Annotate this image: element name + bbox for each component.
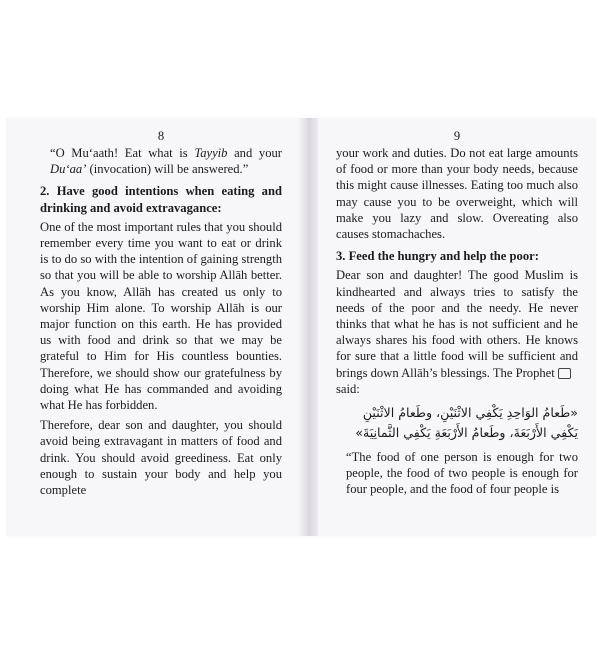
arabic-line: «طَعامُ الوَاحِدِ يَكْفِي الاثْنَيْنِ، وطَعامُ الاثْنَيْنِ [362, 405, 578, 421]
left-page [40, 130, 282, 502]
quote-text: “O Mu‘aath! Eat what is [50, 146, 195, 160]
book-gutter [298, 118, 318, 536]
hadith-translation: “The food of one person is enough for two people, the food of two people is enough for four people, and the food of four people is [346, 450, 578, 497]
section-heading: 2. Have good intentions when eating and drinking and avoid extravagance: [40, 184, 282, 215]
body-paragraph: Therefore, dear son and daughter, you should avoid being extravagant in matters of food and drink. You should avoid greediness. Eat only enough to sustain your body and help you complete [40, 418, 282, 498]
quote-term: Du‘aa’ [50, 162, 87, 177]
page-number: 9 [453, 129, 461, 143]
salutation-icon [558, 368, 571, 379]
hadith-quote [40, 145, 282, 177]
arabic-line: يَكْفِي الأَرْبَعَةَ، وطَعامُ الأَرْبَعَةِ يَكْفِي الثَّمانِيَةَ» [355, 425, 578, 441]
section-heading: 3. Feed the hungry and help the poor: [336, 249, 539, 264]
quote-text: and your [227, 146, 282, 160]
page-number: 8 [157, 129, 165, 143]
body-paragraph [336, 267, 578, 397]
body-paragraph: One of the most important rules that you should remember every time you want to eat or drink is to do so with the intention of gaining strength so that you will be able to worship Allāh better. As you know, Allāh has created us only to worship Him alone. To worship Allāh is our major function on this earth. He has provided us with food and drink so that we may be grateful to Him for His countless bounties. Therefore, we should show our gratefulness by doing what He has commanded and avoiding what He has forbidden. [40, 219, 282, 413]
quote-text: (invocation) will be answered.” [86, 162, 249, 177]
paragraph-text: Dear son and daughter! The good Muslim is kindhearted and always tries to satisfy the needs of the poor and the needy. He never thinks that what he has is not sufficient and he always shares his food with others. He knows for sure that a little food will be sufficient and brings down Allāh’s blessings. The Prophet [336, 268, 578, 380]
book-spread [6, 118, 596, 536]
paragraph-text: said: [336, 381, 360, 396]
body-paragraph: your work and duties. Do not eat large amounts of food or more than your body needs, because this might cause illnesses. Eating too much also may cause you to be overweight, which will make you lazy and slow. Overeating also causes stomachaches. [336, 146, 578, 242]
right-page [336, 130, 578, 502]
arabic-hadith [336, 403, 578, 443]
quote-term: Tayyib [194, 146, 228, 160]
